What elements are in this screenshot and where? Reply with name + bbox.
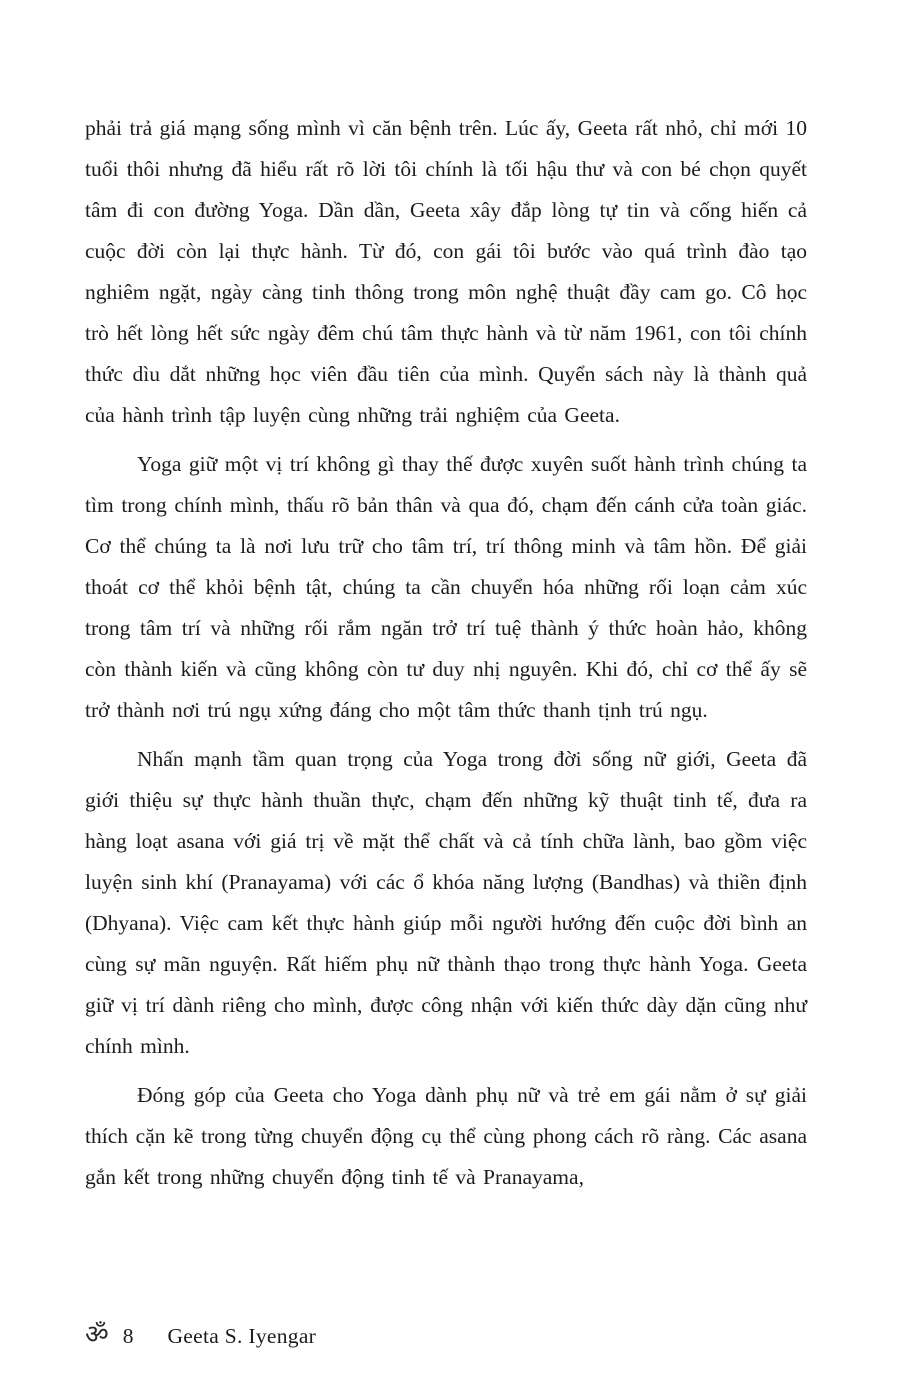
om-symbol-icon: ॐ: [85, 1320, 109, 1350]
paragraph: phải trả giá mạng sống mình vì căn bệnh trên. Lúc ấy, Geeta rất nhỏ, chỉ mới 10 tuổi thôi nhưng đã hiểu rất rõ lời tôi chính là tối hậu thư và con bé chọn quyết tâm đi con đường Yoga. Dần dần, Geeta xây đắp lòng tự tin và cống hiến cả cuộc đời còn lại thực hành. Từ đó, con gái tôi bước vào quá trình đào tạo nghiêm ngặt, ngày càng tinh thông trong môn nghệ thuật đầy cam go. Cô học trò hết lòng hết sức ngày đêm chú tâm thực hành và từ năm 1961, con tôi chính thức dìu dắt những học viên đầu tiên của mình. Quyển sách này là thành quả của hành trình tập luyện cùng những trải nghiệm của Geeta.: [85, 116, 807, 427]
page-footer: [85, 1322, 316, 1349]
page-number: 8: [122, 1324, 134, 1348]
paragraph: Yoga giữ một vị trí không gì thay thế được xuyên suốt hành trình chúng ta tìm trong chính mình, thấu rõ bản thân và qua đó, chạm đến cánh cửa toàn giác. Cơ thể chúng ta là nơi lưu trữ cho tâm trí, trí thông minh và tâm hồn. Để giải thoát cơ thể khỏi bệnh tật, chúng ta cần chuyển hóa những rối loạn cảm xúc trong tâm trí và những rối rắm ngăn trở trí tuệ thành ý thức hoàn hảo, không còn thành kiến và cũng không còn tư duy nhị nguyên. Khi đó, chỉ cơ thể ấy sẽ trở thành nơi trú ngụ xứng đáng cho một tâm thức thanh tịnh trú ngụ.: [85, 452, 807, 722]
body-text: [85, 108, 807, 1206]
running-title: Geeta S. Iyengar: [167, 1324, 317, 1348]
paragraph: Đóng góp của Geeta cho Yoga dành phụ nữ và trẻ em gái nằm ở sự giải thích cặn kẽ trong từng chuyển động cụ thể cùng phong cách rõ ràng. Các asana gắn kết trong những chuyển động tinh tế và Pranayama,: [85, 1083, 807, 1189]
paragraph: Nhấn mạnh tầm quan trọng của Yoga trong đời sống nữ giới, Geeta đã giới thiệu sự thực hành thuần thực, chạm đến những kỹ thuật tinh tế, đưa ra hàng loạt asana với giá trị về mặt thể chất và cả tính chữa lành, bao gồm việc luyện sinh khí (Pranayama) với các ổ khóa năng lượng (Bandhas) và thiền định (Dhyana). Việc cam kết thực hành giúp mỗi người hướng đến cuộc đời bình an cùng sự mãn nguyện. Rất hiếm phụ nữ thành thạo trong thực hành Yoga. Geeta giữ vị trí dành riêng cho mình, được công nhận với kiến thức dày dặn cũng như chính mình.: [85, 747, 807, 1058]
